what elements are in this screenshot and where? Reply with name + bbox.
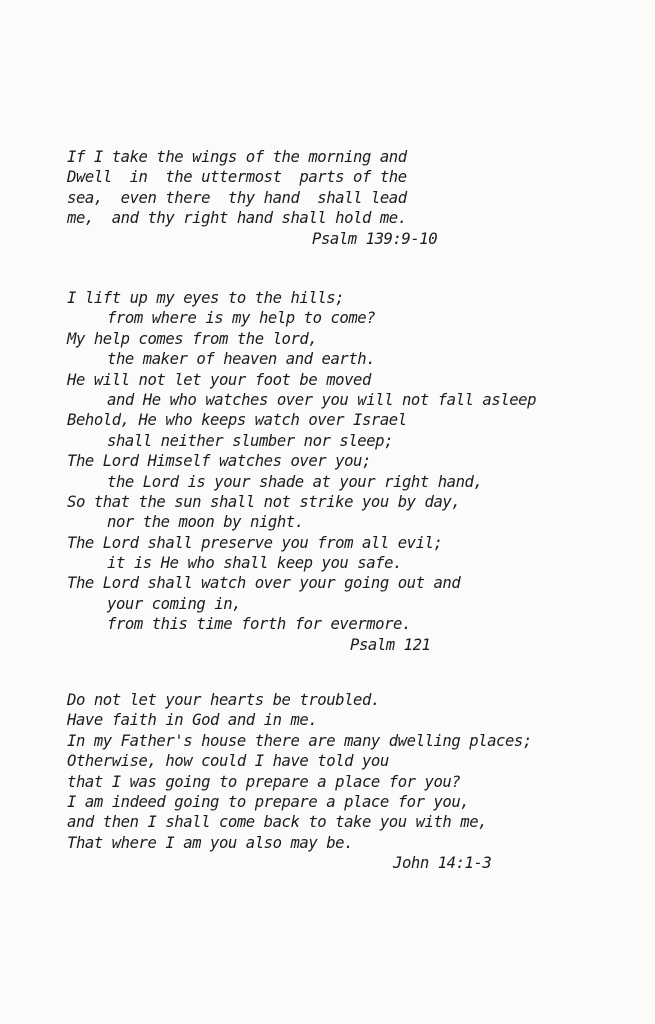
verse-line: That where I am you also may be.	[67, 833, 354, 852]
verse-line: the Lord is your shade at your right hand,	[107, 472, 483, 491]
passage-reference: John 14:1-3	[393, 854, 492, 873]
passage-john-14	[67, 690, 627, 874]
verse-line: Behold, He who keeps watch over Israel	[67, 411, 407, 430]
verse-line: He will not let your foot be moved	[67, 370, 371, 389]
verse-line: Dwell in the uttermost parts of the	[67, 168, 407, 187]
verse-line: The Lord shall watch over your going out and	[67, 574, 461, 593]
passage-reference: Psalm 139:9-10	[312, 229, 438, 248]
verse-line: that I was going to prepare a place for you?	[67, 772, 461, 791]
verse-line: the maker of heaven and earth.	[107, 350, 376, 369]
verse-line: Have faith in God and in me.	[67, 711, 318, 730]
passage-lines	[67, 288, 627, 635]
verse-line: nor the moon by night.	[107, 513, 304, 532]
verse-line: sea, even there thy hand shall lead	[67, 188, 407, 207]
verse-line: from this time forth for evermore.	[107, 615, 411, 634]
verse-line: I lift up my eyes to the hills;	[67, 289, 345, 307]
passage-lines	[67, 690, 627, 853]
verse-line: Otherwise, how could I have told you	[67, 752, 389, 771]
verse-line: My help comes from the lord,	[67, 329, 318, 348]
verse-line: your coming in,	[107, 594, 242, 613]
verse-line: So that the sun shall not strike you by day,	[67, 492, 461, 511]
passage-lines	[67, 147, 627, 229]
verse-line: In my Father's house there are many dwelling places;	[67, 731, 532, 750]
verse-line: and He who watches over you will not fall asleep	[107, 390, 537, 409]
verse-line: from where is my help to come?	[107, 309, 376, 328]
verse-line: The Lord Himself watches over you;	[67, 452, 371, 471]
verse-line: Do not let your hearts be troubled.	[67, 691, 380, 709]
verse-line: and then I shall come back to take you with me,	[67, 813, 488, 832]
passage-reference: Psalm 121	[350, 635, 431, 654]
passage-psalm-121	[67, 288, 627, 655]
verse-line: shall neither slumber nor sleep;	[107, 431, 394, 450]
verse-line: The Lord shall preserve you from all evil;	[67, 533, 443, 552]
verse-line: If I take the wings of the morning and	[67, 148, 407, 166]
verse-line: I am indeed going to prepare a place for you,	[67, 792, 470, 811]
passage-psalm-139	[67, 147, 627, 249]
verse-line: it is He who shall keep you safe.	[107, 554, 402, 573]
verse-line: me, and thy right hand shall hold me.	[67, 209, 407, 228]
